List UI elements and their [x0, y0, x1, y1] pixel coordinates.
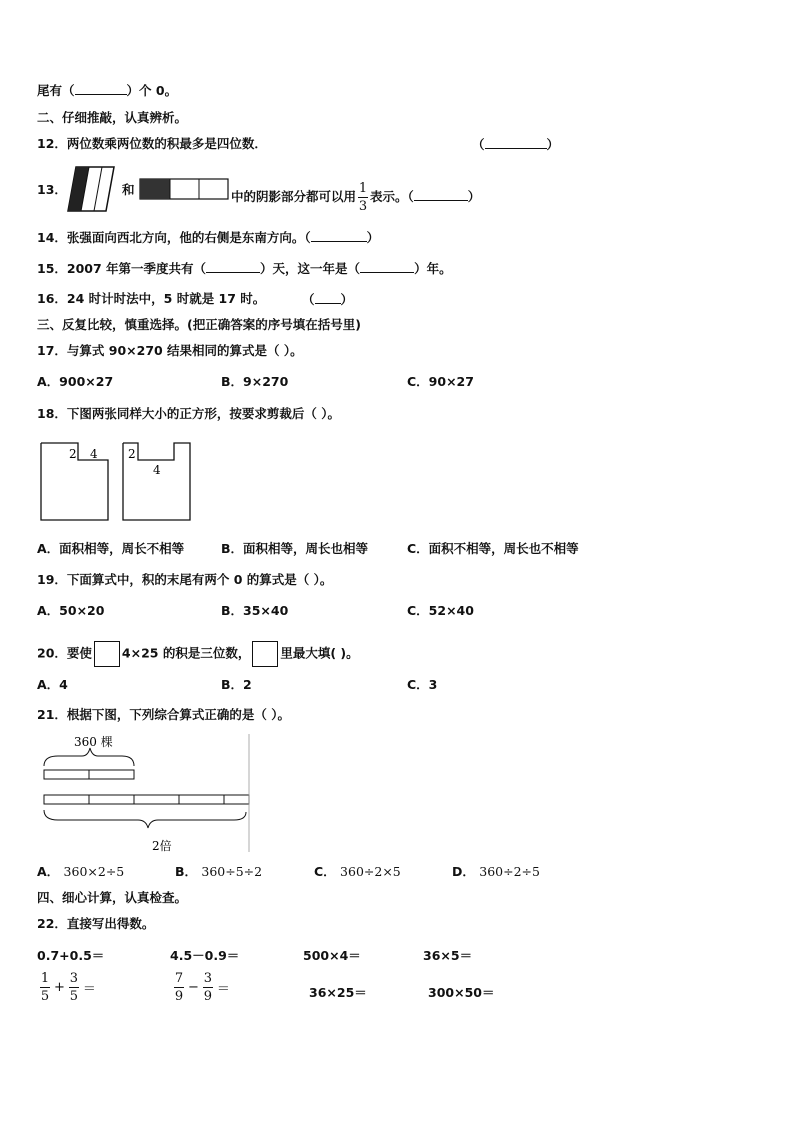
q21-option-c[interactable]: C． 360÷2×5: [314, 864, 401, 879]
answer-blank[interactable]: [360, 260, 414, 273]
question-14: 14．张强面向西北方向，他的右侧是东南方向。（ ）: [37, 230, 380, 245]
left-label-2: 2: [69, 447, 77, 461]
q20-option-c[interactable]: C．3: [407, 677, 438, 692]
question-18: 18．下图两张同样大小的正方形，按要求剪裁后（ ）。: [37, 406, 340, 421]
question-21: 21．根据下图，下列综合算式正确的是（ ）。: [37, 707, 290, 722]
answer-blank[interactable]: [315, 291, 341, 304]
q18-option-c[interactable]: C．面积不相等，周长也不相等: [407, 541, 579, 556]
question-19: 19．下面算式中，积的末尾有两个 0 的算式是（ ）。: [37, 572, 333, 587]
answer-blank[interactable]: [414, 188, 468, 201]
section-4-heading: 四、细心计算，认真检查。: [37, 890, 188, 905]
right-label-4: 4: [153, 463, 161, 477]
calc-item: 4.5－0.9＝: [170, 948, 240, 963]
calc-fraction-sum: $\frac{1}{5}$ + $\frac{3}{5}$ ＝: [40, 971, 96, 1004]
digit-box[interactable]: [252, 641, 278, 667]
section-2-heading: 二、仔细推敲，认真辨析。: [37, 110, 188, 125]
question-20: 20．要使 4×25 的积是三位数， 里最大填( )。: [37, 641, 359, 667]
question-16: 16．24 时计时法中，5 时就是 17 时。: [37, 291, 266, 306]
cut-squares-figure: [38, 440, 198, 522]
continuation-line: 尾有（ ）个 0。: [37, 83, 178, 98]
right-label-2: 2: [128, 447, 136, 461]
question-13-text: 中的阴影部分都可以用 $\frac{1}{3}$ 表示。（ ）: [231, 181, 481, 214]
q21-option-a[interactable]: A． 360×2÷5: [37, 864, 125, 879]
q19-option-b[interactable]: B．35×40: [221, 603, 289, 618]
question-13-number: 13．: [37, 182, 67, 197]
top-label: 360 棵: [74, 735, 113, 749]
answer-blank[interactable]: [485, 136, 547, 149]
parallelogram-figure: [66, 165, 118, 213]
answer-blank[interactable]: [75, 82, 127, 95]
q17-option-c[interactable]: C．90×27: [407, 374, 474, 389]
q19-option-c[interactable]: C．52×40: [407, 603, 474, 618]
q18-option-a[interactable]: A．面积相等，周长不相等: [37, 541, 185, 556]
question-12-answer: （ ）: [472, 137, 560, 152]
question-13-and: 和: [122, 182, 135, 197]
q19-option-a[interactable]: A．50×20: [37, 603, 105, 618]
q17-option-b[interactable]: B．9×270: [221, 374, 289, 389]
question-17: 17．与算式 90×270 结果相同的算式是（ ）。: [37, 343, 303, 358]
fraction-one-third: $\frac{1}{3}$: [358, 181, 368, 214]
question-15: 15．2007 年第一季度共有（ ）天，这一年是（ ）年。: [37, 261, 452, 276]
q17-option-a[interactable]: A．900×27: [37, 374, 114, 389]
question-16-answer: （ ）: [302, 292, 354, 307]
calc-item: 36×5＝: [423, 948, 473, 963]
q21-option-b[interactable]: B． 360÷5÷2: [175, 864, 263, 879]
question-22: 22．直接写出得数。: [37, 916, 155, 931]
tree-bar-diagram: [38, 732, 252, 854]
q18-option-b[interactable]: B．面积相等，周长也相等: [221, 541, 369, 556]
q20-option-a[interactable]: A．4: [37, 677, 68, 692]
bottom-label: 2倍: [152, 839, 172, 853]
question-12: 12．两位数乘两位数的积最多是四位数．: [37, 136, 267, 151]
answer-blank[interactable]: [311, 229, 367, 242]
answer-blank[interactable]: [206, 260, 260, 273]
segmented-bar-figure: [139, 178, 229, 200]
calc-item: 0.7+0.5＝: [37, 948, 105, 963]
calc-item: 300×50＝: [428, 985, 495, 1000]
section-3-heading: 三、反复比较，慎重选择。(把正确答案的序号填在括号里): [37, 317, 361, 332]
calc-item: 500×4＝: [303, 948, 361, 963]
digit-box[interactable]: [94, 641, 120, 667]
left-label-4: 4: [90, 447, 98, 461]
calc-item: 36×25＝: [309, 985, 367, 1000]
calc-fraction-diff: $\frac{7}{9}$ − $\frac{3}{9}$ ＝: [174, 971, 230, 1004]
q21-option-d[interactable]: D． 360÷2÷5: [452, 864, 540, 879]
q20-option-b[interactable]: B．2: [221, 677, 252, 692]
